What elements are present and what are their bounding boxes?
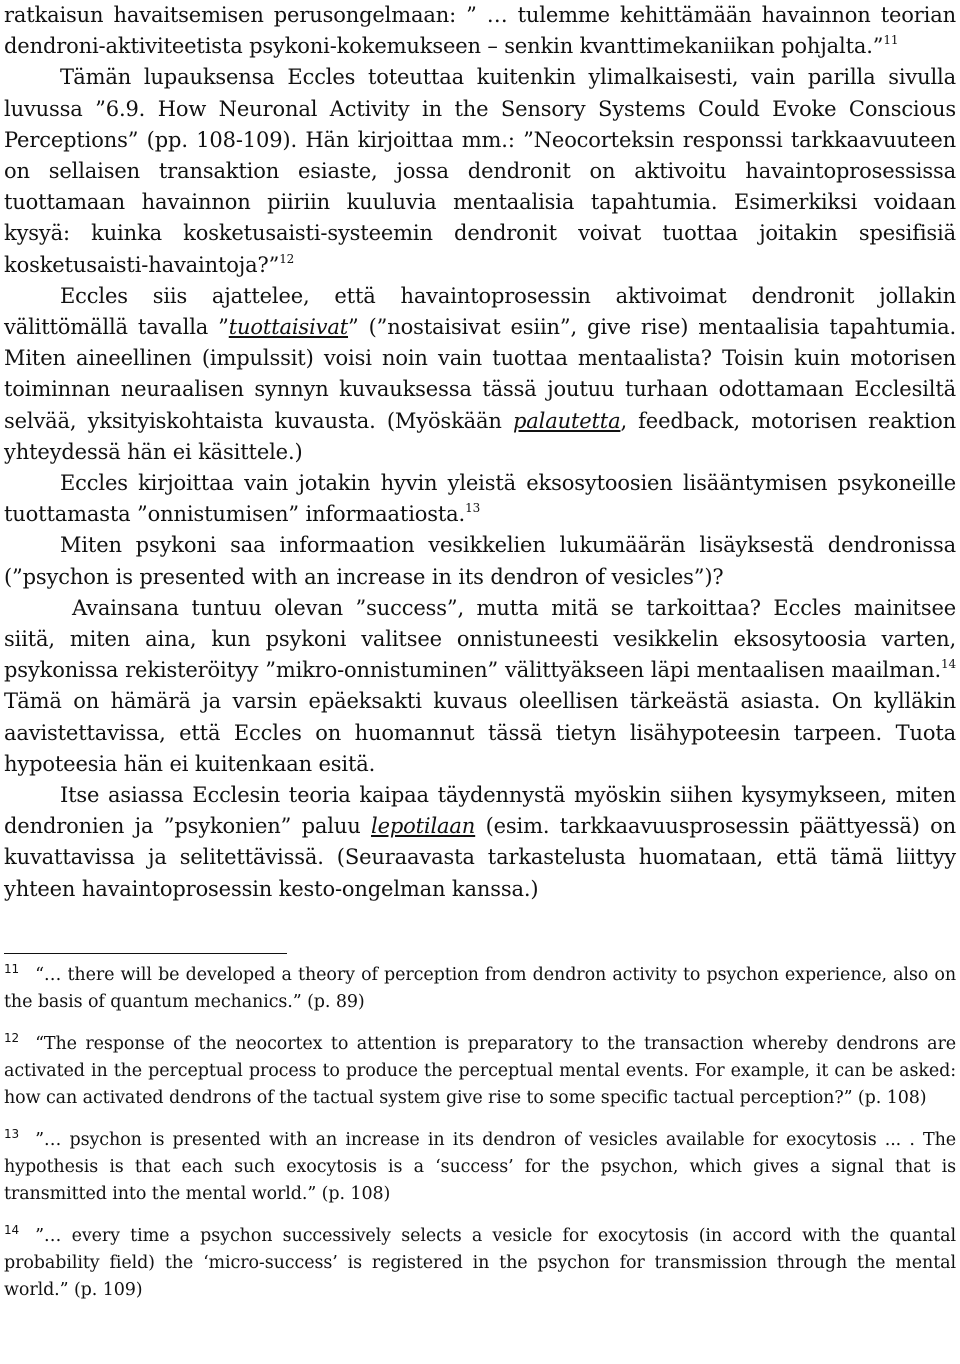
emphasized-word: palautetta xyxy=(512,408,621,433)
paragraph-text: Miten psykoni saa informaation vesikkelien lukumäärän lisäyksestä dendronissa (”psychon is presented with an increase in its dendron of vesicles”)? xyxy=(4,533,956,589)
paragraph-text: Tämän lupauksensa Eccles toteuttaa kuitenkin ylimalkaisesti, vain parilla sivulla luvussa ”6.9. How Neuronal Activity in the Sensory Systems Could Evoke Conscious Perceptions” (pp. 108-109). Hän kirjoittaa mm. xyxy=(4,65,956,152)
paragraph-text: Tämä on hämärä ja varsin epäeksakti kuvaus oleellisen tärkeästä asiasta. On kylläkin aavistettavissa, että Eccles on huomannut tässä tietyn lisähypoteesin tarpeen. Tuota hypoteesia hän ei kuitenkaan esitä. xyxy=(4,689,956,776)
footnote-text: “The response of the neocortex to attention is preparatory to the transaction whereby dendrons are activated in the perceptual process to produce the perceptual mental events. For example, it can be asked: how can activated dendrons of the tactual system give rise to some specific tactual perception?” (p. 108) xyxy=(4,1034,956,1108)
document-body xyxy=(4,0,956,905)
footnote-ref[interactable]: 11 xyxy=(883,33,899,48)
paragraph xyxy=(4,780,956,905)
footnote-separator xyxy=(4,953,287,954)
paragraph xyxy=(4,593,956,780)
paragraph-text: (esim. tarkkaavuusprosessin päättyessä) on kuvattavissa ja selitettävissä. (Seuraavasta tarkastelusta huomataan, että tämä liittyy yhteen havaintoprosessin kesto-ongelman kanssa.) xyxy=(4,814,957,901)
paragraph-text: Avainsana tuntuu olevan ”success”, mutta mitä se tarkoittaa? Eccles mainitsee siitä, miten aina, kun psykoni valitsee onnistuneesti vesikkelin eksosytoosia varten, psykonissa rekisteröityy ”mikro-onnistuminen” välittyäkseen läpi mentaalisen maailman. xyxy=(4,595,956,683)
paragraph xyxy=(4,0,956,62)
paragraph-text: ratkaisun havaitsemisen perusongelmaan: ” … tulemme kehittämään havainnon teorian dendroni-aktiviteetista psykoni-kokemukseen – senkin kvanttimekaniikan pohjalta.” xyxy=(4,3,956,59)
paragraph xyxy=(4,530,956,592)
paragraph-text: Itse asiassa Ecclesin teoria kaipaa täydennystä myöskin siihen kysymykseen, miten dendronien ja ”psykonien” paluu xyxy=(4,783,956,839)
paragraph-text: ” (”nostaisivat esiin”, give rise) mentaalisia tapahtumia. Miten aineellinen (impulssit) voisi noin vain tuottaa mentaalista? Toisin kuin motorisen toiminnan neuraalisen synnyn kuvauksessa tässä joutuu turhaan odottamaan Ecclesiltä selvää, yksityiskohtaista kuvausta. (Myöskään xyxy=(4,315,957,433)
paragraph xyxy=(4,468,956,530)
footnote-number: 13 xyxy=(4,1127,20,1141)
paragraph-text: : ”Neocorteksin responssi tarkkaavuuteen on sellaisen transaktion esiaste, jossa dendronit on aktivoitu havaintoprosessissa tuottamaan havainnon piiriin kuuluvia mentaalisia tapahtumia. Esimerkiksi voidaan kysyä: kuinka kosketusaisti-systeemin dendronit voivat tuottaa joitakin spesifisiä kosketusaisti-havaintoja?” xyxy=(4,127,957,277)
footnote-number: 11 xyxy=(4,962,20,976)
footnote-number: 12 xyxy=(4,1031,20,1045)
footnote xyxy=(4,1127,956,1208)
footnote-ref[interactable]: 12 xyxy=(279,251,295,266)
footnote xyxy=(4,962,956,1016)
paragraph-text: Eccles kirjoittaa vain jotakin hyvin yleistä eksosytoosien lisääntymisen psykoneille tuottamasta ”onnistumisen” informaatiosta. xyxy=(4,471,956,527)
footnote-text: ”… psychon is presented with an increase in its dendron of vesicles available for exocytosis ... . The hypothesis is that each such exocytosis is a ‘success’ for the psychon, which gives a signal that is transmitted into the mental world.” (p. 108) xyxy=(4,1130,956,1204)
footnote-number: 14 xyxy=(4,1223,20,1237)
paragraph-text: Eccles siis ajattelee, että havaintoprosessin aktivoimat dendronit jollakin välittömällä tavalla ” xyxy=(4,283,956,340)
footnote-ref[interactable]: 13 xyxy=(465,501,481,516)
emphasized-word: tuottaisivat xyxy=(228,315,349,340)
footnote-text: “… there will be developed a theory of perception from dendron activity to psychon experience, also on the basis of quantum mechanics.” (p. 89) xyxy=(4,965,956,1012)
emphasized-word: lepotilaan xyxy=(371,814,476,839)
footnote-ref[interactable]: 14 xyxy=(941,657,956,672)
paragraph xyxy=(4,281,956,468)
paragraph-text: , feedback, motorisen reaktion yhteydessä hän ei käsittele.) xyxy=(4,408,956,464)
footnotes xyxy=(4,962,956,1319)
footnote-text: ”… every time a psychon successively selects a vesicle for exocytosis (in accord with the quantal probability field) the ‘micro-success’ is registered in the psychon for transmission through the mental world.” (p. 109) xyxy=(4,1226,956,1300)
footnote xyxy=(4,1223,956,1304)
footnote xyxy=(4,1031,956,1112)
paragraph xyxy=(4,62,956,280)
